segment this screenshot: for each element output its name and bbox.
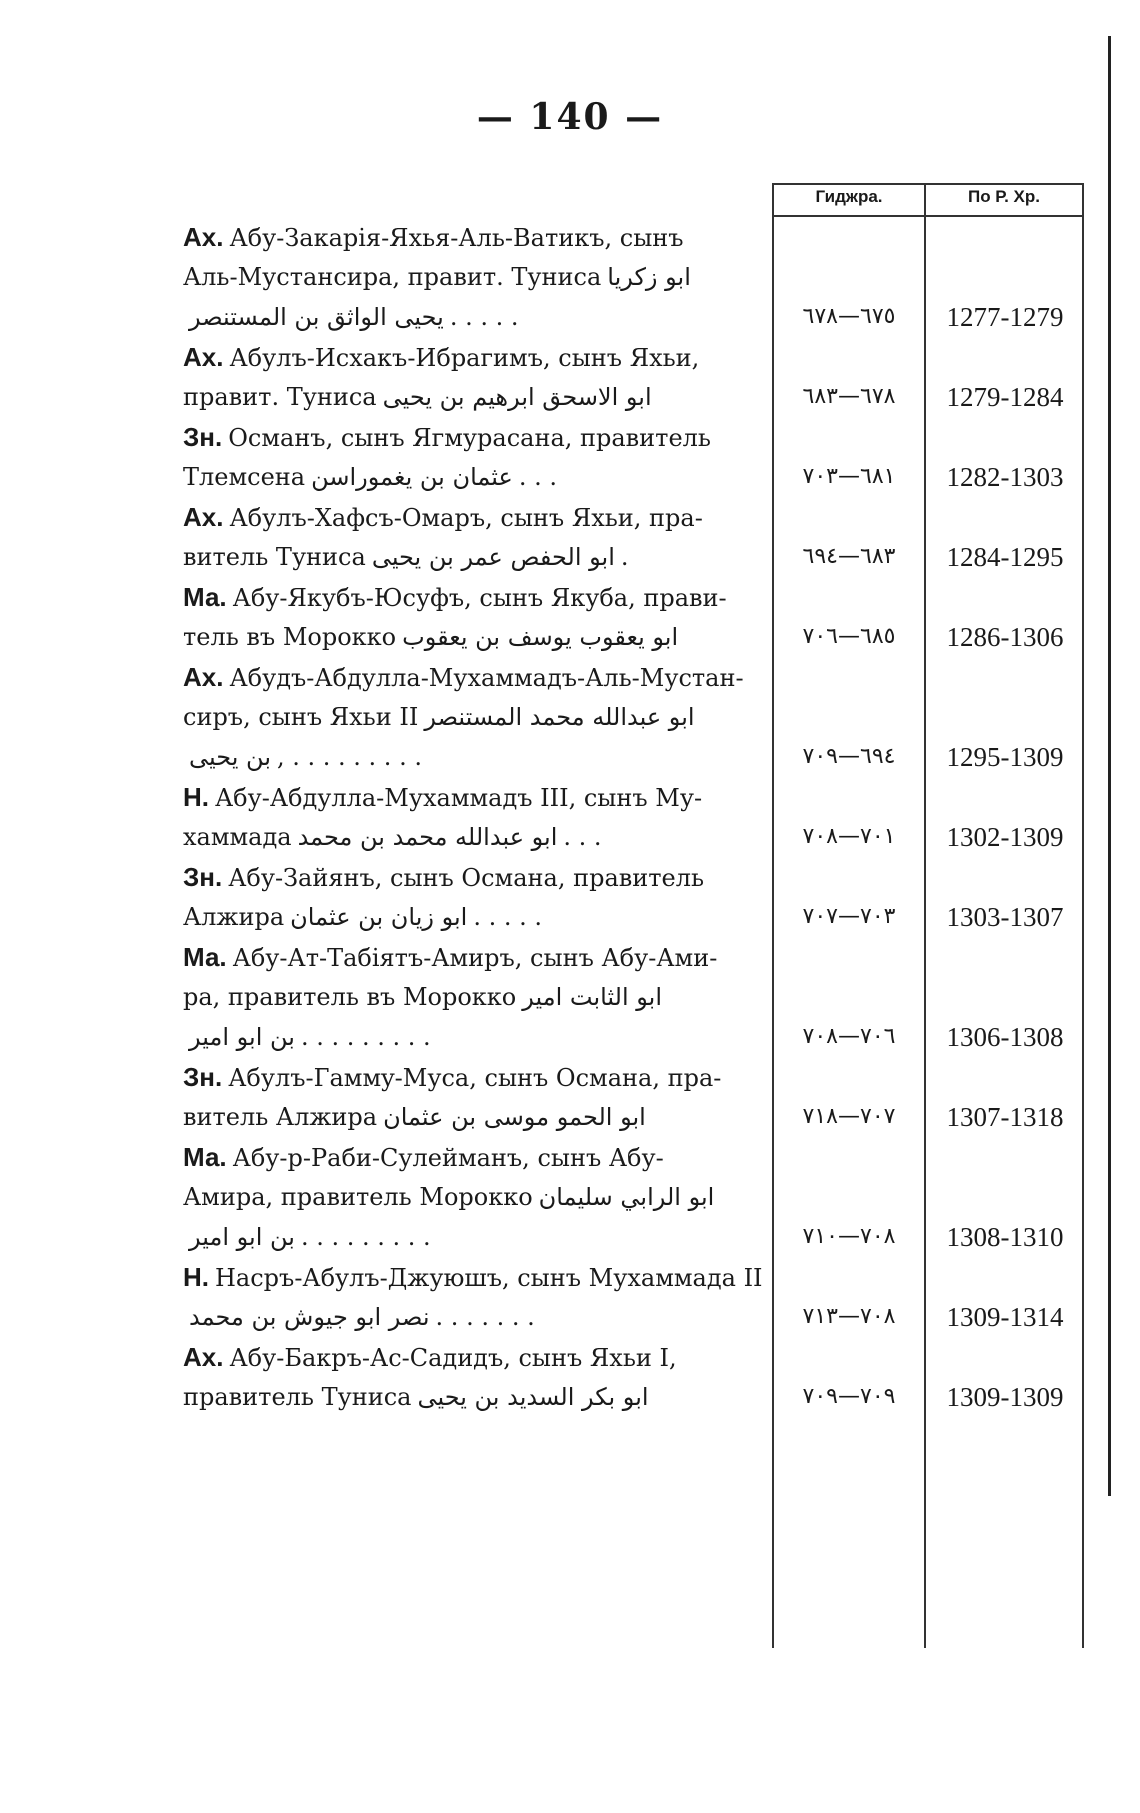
leader-dots: . . . xyxy=(518,463,557,491)
hijra-years: ٦٨٥—٧٠٦ xyxy=(802,624,896,649)
ruler-entry xyxy=(175,1337,1085,1417)
ruler-description: Абу-Якубъ-Юсуфъ, сынъ Якуба, прави- xyxy=(232,584,727,612)
entry-text xyxy=(183,337,768,378)
hijra-years: ٦٨٣—٦٩٤ xyxy=(802,544,896,569)
dynasty-abbrev: Ма. xyxy=(183,942,227,972)
dynasty-abbrev: Ма. xyxy=(183,582,227,612)
entry-text xyxy=(183,937,768,978)
ruler-entry xyxy=(175,337,1085,417)
hijra-years: ٧٠٦—٧٠٨ xyxy=(802,1024,896,1049)
ruler-description: витель Алжира xyxy=(183,1103,378,1131)
arabic-name: ابو زيان بن عثمان xyxy=(290,903,468,931)
table-header xyxy=(175,183,1085,217)
entry-line xyxy=(175,897,1085,937)
entry-line xyxy=(175,577,1085,617)
ruler-entry xyxy=(175,217,1085,337)
arabic-name: عثمان بن يغموراسن xyxy=(311,463,513,491)
entry-line xyxy=(175,1177,1085,1217)
arabic-name: ابو يعقوب يوسف بن يعقوب xyxy=(402,623,679,651)
entry-line xyxy=(175,977,1085,1017)
ce-years: 1302-1309 xyxy=(946,822,1064,852)
entry-text xyxy=(183,537,768,577)
entry-line xyxy=(175,1377,1085,1417)
ce-years: 1279-1284 xyxy=(946,382,1064,412)
entry-line xyxy=(175,857,1085,897)
dynasty-abbrev: Ах. xyxy=(183,342,224,372)
leader-dots: . xyxy=(620,543,629,571)
entry-text xyxy=(183,617,768,657)
entries-list xyxy=(175,217,1085,1417)
entry-line xyxy=(175,1057,1085,1097)
ce-years: 1295-1309 xyxy=(946,742,1064,772)
entry-text xyxy=(183,1057,768,1098)
ruler-description: Абу-Абдулла-Мухаммадъ III, сынъ Му- xyxy=(215,784,703,812)
entry-text xyxy=(183,897,768,937)
entry-line xyxy=(175,1217,1085,1257)
ruler-description: Абулъ-Исхакъ-Ибрагимъ, сынъ Яхьи, xyxy=(229,344,700,372)
arabic-name: نصر ابو جيوش بن محمد xyxy=(189,1303,430,1331)
ruler-description: витель Туниса xyxy=(183,543,366,571)
ruler-description: Османъ, сынъ Ягмурасана, правитель xyxy=(228,424,711,452)
ce-years: 1303-1307 xyxy=(946,902,1064,932)
ruler-entry xyxy=(175,577,1085,657)
entry-text xyxy=(183,1337,768,1378)
hijra-years: ٧٠٧—٧١٨ xyxy=(802,1104,896,1129)
entry-text xyxy=(183,1377,768,1417)
entry-line xyxy=(175,777,1085,817)
ruler-entry xyxy=(175,657,1085,777)
entry-line xyxy=(175,297,1085,337)
entry-line xyxy=(175,1137,1085,1177)
hijra-years: ٧٠٨—٧١٣ xyxy=(802,1304,896,1329)
entry-text xyxy=(183,577,768,618)
ce-years: 1284-1295 xyxy=(946,542,1064,572)
hijra-years: ٦٧٥—٦٧٨ xyxy=(802,304,896,329)
ruler-description: тель въ Мороккo xyxy=(183,623,397,651)
ruler-entry xyxy=(175,1257,1085,1337)
entry-text xyxy=(183,1217,768,1257)
hijra-years: ٦٧٨—٦٨٣ xyxy=(802,384,896,409)
ce-years: 1282-1303 xyxy=(946,462,1064,492)
entry-text xyxy=(183,457,768,497)
leader-dots: , . . . . . . . . . xyxy=(277,743,422,771)
entry-text xyxy=(183,1097,768,1137)
entry-text xyxy=(183,737,768,777)
ruler-description: ра, правитель въ Мороккo xyxy=(183,983,517,1011)
entry-line xyxy=(175,737,1085,777)
ruler-description: Абу-р-Раби-Сулейманъ, сынъ Абу- xyxy=(232,1144,664,1172)
leader-dots: . . . . . xyxy=(473,903,543,931)
ruler-entry xyxy=(175,937,1085,1057)
ce-years: 1306-1308 xyxy=(946,1022,1064,1052)
entry-text xyxy=(183,1137,768,1178)
arabic-name: ابو الحفص عمر بن يحيى xyxy=(371,543,615,571)
leader-dots: . . . . . xyxy=(449,303,519,331)
entry-line xyxy=(175,457,1085,497)
ruler-description: хаммада xyxy=(183,823,292,851)
entry-text xyxy=(183,217,768,258)
ce-years: 1307-1318 xyxy=(946,1102,1064,1132)
ruler-description: Амира, правитель Мороккo xyxy=(183,1183,533,1211)
arabic-name: بن ابو امير xyxy=(189,1023,295,1051)
ruler-entry xyxy=(175,497,1085,577)
ce-years: 1309-1309 xyxy=(946,1382,1064,1412)
entry-text xyxy=(183,1177,768,1217)
entry-text xyxy=(183,977,768,1017)
entry-text xyxy=(183,297,768,337)
ruler-description: сиръ, сынъ Яхьи II xyxy=(183,703,419,731)
dynasty-abbrev: Ах. xyxy=(183,662,224,692)
ruler-description: Абу-Зайянъ, сынъ Османа, правитель xyxy=(228,864,705,892)
ruler-entry xyxy=(175,857,1085,937)
ruler-entry xyxy=(175,1137,1085,1257)
hijra-years: ٧٠٨—٧١٠ xyxy=(802,1224,896,1249)
entry-text xyxy=(183,417,768,458)
entry-text xyxy=(183,697,768,737)
arabic-name: بن ابو امير xyxy=(189,1223,295,1251)
arabic-name: ابو عبدالله محمد بن محمد xyxy=(297,823,558,851)
entry-line xyxy=(175,537,1085,577)
header-top-rule xyxy=(772,183,1084,185)
entry-line xyxy=(175,697,1085,737)
hijra-years: ٦٨١—٧٠٣ xyxy=(802,464,896,489)
entry-text xyxy=(183,257,768,297)
dynasty-abbrev: Ах. xyxy=(183,502,224,532)
ce-years: 1286-1306 xyxy=(946,622,1064,652)
entry-line xyxy=(175,417,1085,457)
ruler-description: правит. Туниса xyxy=(183,383,377,411)
page-edge-rule xyxy=(1108,36,1111,1496)
ruler-entry xyxy=(175,777,1085,857)
hijra-years: ٧٠٩—٧٠٩ xyxy=(802,1384,896,1409)
entry-line xyxy=(175,937,1085,977)
entry-line xyxy=(175,1017,1085,1057)
arabic-name: ابو الرابي سليمان xyxy=(538,1183,715,1211)
entry-line xyxy=(175,217,1085,257)
leader-dots: . . . . . . . . . xyxy=(300,1023,431,1051)
ce-years: 1277-1279 xyxy=(946,302,1064,332)
entry-line xyxy=(175,337,1085,377)
entry-line xyxy=(175,257,1085,297)
ruler-entry xyxy=(175,1057,1085,1137)
dynasty-abbrev: Н. xyxy=(183,1262,209,1292)
ruler-description: Абулъ-Хафсъ-Омаръ, сынъ Яхьи, пра- xyxy=(229,504,703,532)
ruler-description: Абу-Закарія-Яхья-Аль-Ватикъ, сынъ xyxy=(229,224,684,252)
entry-text xyxy=(183,657,768,698)
hijra-years: ٧٠١—٧٠٨ xyxy=(802,824,896,849)
ruler-description: Абу-Бакръ-Ас-Садидъ, сынъ Яхьи I, xyxy=(229,1344,677,1372)
dynasty-abbrev: Ах. xyxy=(183,222,224,252)
arabic-name: ابو الحمو موسى بن عثمان xyxy=(383,1103,646,1131)
entry-line xyxy=(175,1097,1085,1137)
entry-line xyxy=(175,497,1085,537)
ce-years: 1309-1314 xyxy=(946,1302,1064,1332)
dynasty-abbrev: Ма. xyxy=(183,1142,227,1172)
entry-line xyxy=(175,817,1085,857)
arabic-name: ابو الثابت امير xyxy=(522,983,663,1011)
page-number: — 140 — xyxy=(476,96,664,138)
entry-line xyxy=(175,617,1085,657)
leader-dots: . . . xyxy=(563,823,602,851)
header-ce: По Р. Хр. xyxy=(967,187,1040,206)
arabic-name: يحيى الواثق بن المستنصر xyxy=(189,303,444,331)
ce-years: 1308-1310 xyxy=(946,1222,1064,1252)
entry-text xyxy=(183,817,768,857)
arabic-name: ابو زكريا xyxy=(607,263,691,291)
dynasty-abbrev: Н. xyxy=(183,782,209,812)
entry-line xyxy=(175,1337,1085,1377)
header-hijra: Гиджра. xyxy=(815,187,883,206)
dynasty-abbrev: Ах. xyxy=(183,1342,224,1372)
dynasty-abbrev: Зн. xyxy=(183,862,223,892)
entry-line xyxy=(175,1257,1085,1297)
leader-dots: . . . . . . . . . xyxy=(300,1223,431,1251)
arabic-name: ابو عبدالله محمد المستنصر xyxy=(424,703,695,731)
entry-line xyxy=(175,377,1085,417)
arabic-name: بن يحيى xyxy=(189,743,271,771)
entry-text xyxy=(183,1297,768,1337)
dynasty-abbrev: Зн. xyxy=(183,1062,223,1092)
arabic-name: ابو الاسحق ابرهيم بن يحيى xyxy=(382,383,652,411)
ruler-description: Алжира xyxy=(183,903,285,931)
entry-text xyxy=(183,497,768,538)
leader-dots: . . . . . . . xyxy=(435,1303,535,1331)
ruler-entry xyxy=(175,417,1085,497)
ruler-description: Абулъ-Гаммy-Муса, сынъ Османа, пра- xyxy=(228,1064,722,1092)
hijra-years: ٦٩٤—٧٠٩ xyxy=(802,744,896,769)
dynasty-abbrev: Зн. xyxy=(183,422,223,452)
ruler-description: правитель Туниса xyxy=(183,1383,412,1411)
arabic-name: ابو بكر السديد بن يحيى xyxy=(417,1383,649,1411)
ruler-description: Аль-Мустансира, правит. Туниса xyxy=(183,263,602,291)
entry-text xyxy=(183,777,768,818)
ruler-description: Абудъ-Абдулла-Мухаммадъ-Аль-Мустан- xyxy=(229,664,744,692)
chronology-table xyxy=(175,183,1085,1417)
entry-text xyxy=(183,1257,768,1298)
entry-line xyxy=(175,1297,1085,1337)
entry-text xyxy=(183,857,768,898)
entry-text xyxy=(183,377,768,417)
ruler-description: Насръ-Абулъ-Джуюшъ, сынъ Мухаммада II xyxy=(215,1264,763,1292)
hijra-years: ٧٠٣—٧٠٧ xyxy=(802,904,896,929)
ruler-description: Тлемсена xyxy=(183,463,306,491)
ruler-description: Абу-Ат-Табіятъ-Амиръ, сынъ Абу-Ами- xyxy=(232,944,718,972)
entry-text xyxy=(183,1017,768,1057)
entry-line xyxy=(175,657,1085,697)
